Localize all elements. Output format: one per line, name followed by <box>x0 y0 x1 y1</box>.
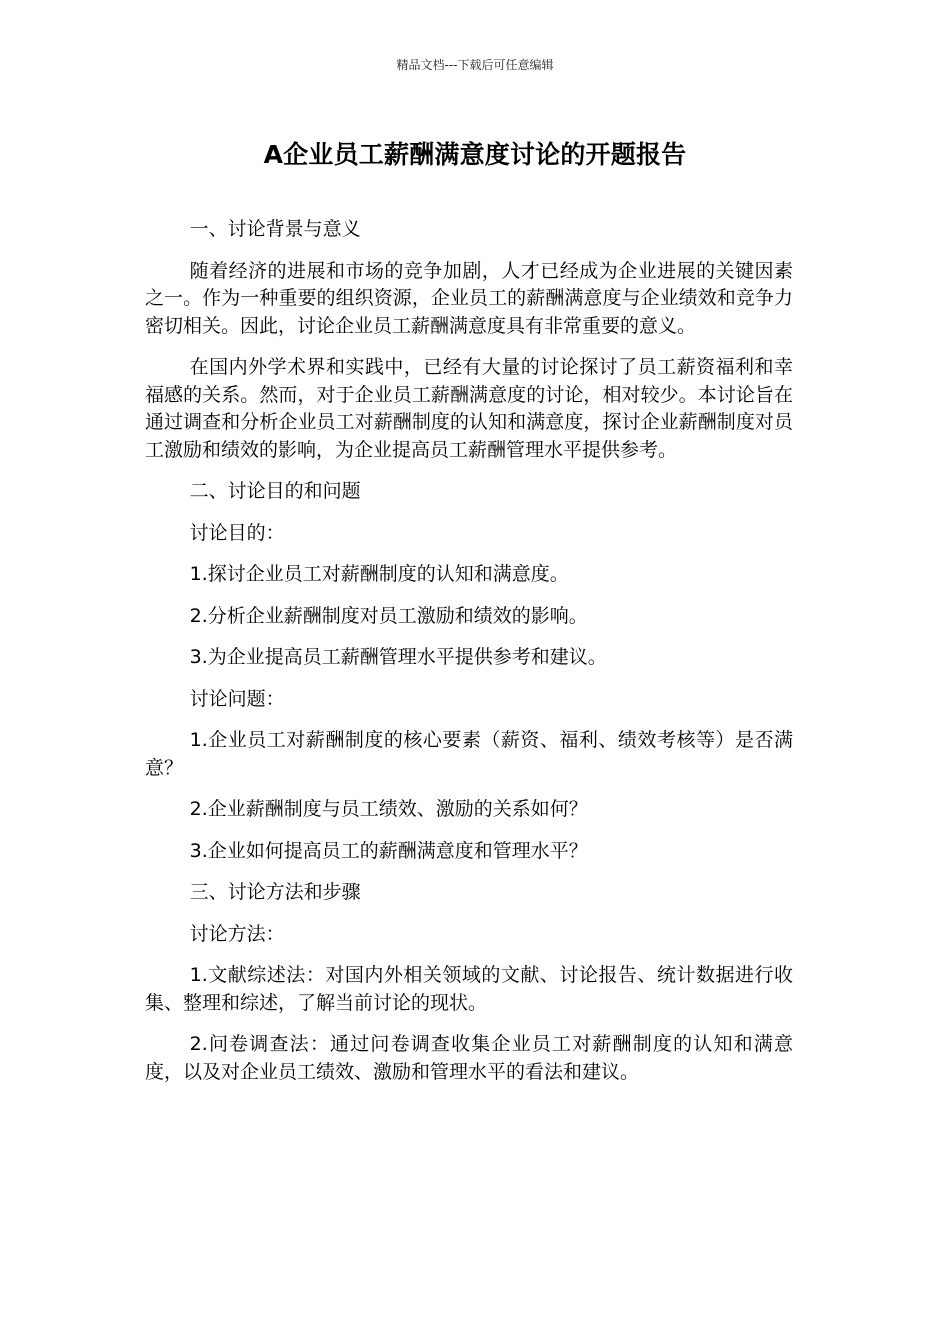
question-item-1: 1.企业员工对薪酬制度的核心要素（薪资、福利、绩效考核等）是否满意？ <box>145 729 793 779</box>
section-heading-objectives: 二、讨论目的和问题 <box>189 480 361 502</box>
document-title: A企业员工薪酬满意度讨论的开题报告 <box>263 140 687 169</box>
method-item-2: 2.问卷调查法：通过问卷调查收集企业员工对薪酬制度的认知和满意度，以及对企业员工绩效、激励和管理水平的看法和建议。 <box>145 1033 793 1083</box>
document-body <box>145 216 793 1100</box>
subheading-objectives: 讨论目的： <box>189 521 285 544</box>
question-item-3: 3.企业如何提高员工的薪酬满意度和管理水平？ <box>189 839 588 862</box>
subheading-methods: 讨论方法： <box>189 922 285 945</box>
section-heading-background: 一、讨论背景与意义 <box>189 218 361 240</box>
page-header: 精品文档---下载后可任意编辑 <box>396 58 554 72</box>
objective-item-3: 3.为企业提高员工薪酬管理水平提供参考和建议。 <box>189 646 607 668</box>
paragraph-background-1: 随着经济的进展和市场的竞争加剧，人才已经成为企业进展的关键因素之一。作为一种重要的组织资源，企业员工的薪酬满意度与企业绩效和竞争力密切相关。因此，讨论企业员工薪酬满意度具有非常重要的意义。 <box>145 259 793 337</box>
question-item-2: 2.企业薪酬制度与员工绩效、激励的关系如何？ <box>189 798 588 820</box>
paragraph-background-2: 在国内外学术界和实践中，已经有大量的讨论探讨了员工薪资福利和幸福感的关系。然而，对于企业员工薪酬满意度的讨论，相对较少。本讨论旨在通过调查和分析企业员工对薪酬制度的认知和满意度，探讨企业薪酬制度对员工激励和绩效的影响，为企业提高员工薪酬管理水平提供参考。 <box>145 356 793 461</box>
section-heading-methods: 三、讨论方法和步骤 <box>189 881 361 903</box>
objective-item-1: 1.探讨企业员工对薪酬制度的认知和满意度。 <box>189 563 569 585</box>
method-item-1: 1.文献综述法：对国内外相关领域的文献、讨论报告、统计数据进行收集、整理和综述，了解当前讨论的现状。 <box>145 964 793 1014</box>
objective-item-2: 2.分析企业薪酬制度对员工激励和绩效的影响。 <box>189 604 588 627</box>
subheading-questions: 讨论问题： <box>189 687 285 710</box>
